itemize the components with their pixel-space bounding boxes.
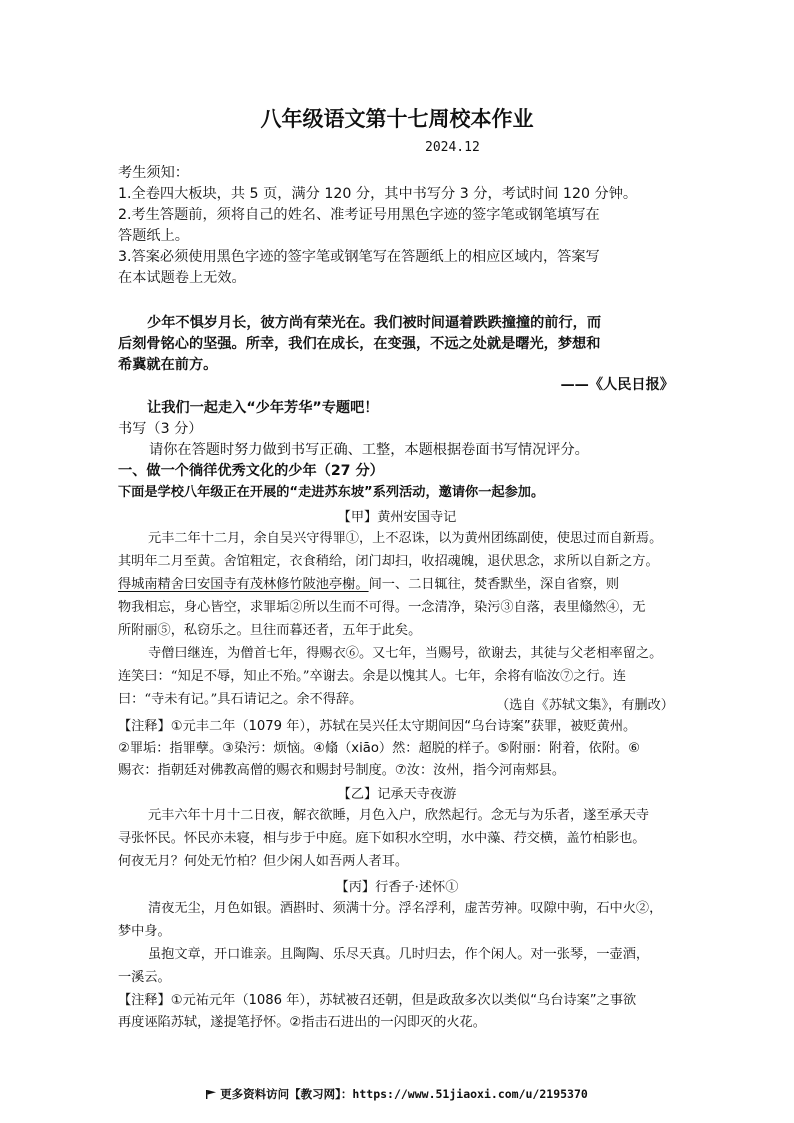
writing-heading: 书写（3 分） [118, 421, 203, 437]
text-a-note: ②罪垢：指罪孽。③染污：烦恼。④翛（xiāo）然：超脱的样子。⑤附丽：附着，依附。⑥ [118, 741, 640, 756]
notice-heading: 考生须知： [118, 165, 189, 181]
text-a-note: 赐衣：指朝廷对佛教高僧的赐衣和赐封号制度。⑦汝：汝州，指今河南郏县。 [118, 763, 566, 778]
text-a-note: 【注释】①元丰二年（1079 年），苏轼在吴兴任太守期间因“乌台诗案”获罪，被贬黄州。 [118, 719, 637, 734]
text-b-line: 何夜无月？何处无竹柏？但少闲人如吾两人者耳。 [118, 854, 409, 869]
writing-text: 请你在答题时努力做到书写正确、工整，本题根据卷面书写情况评分。 [149, 442, 589, 458]
notice-line: 1.全卷四大板块，共 5 页，满分 120 分，其中书写分 3 分，考试时间 120 分钟。 [118, 186, 638, 202]
epigraph-line: 希冀就在前方。 [118, 357, 218, 373]
text-a-line: 连笑曰：“知足不辱，知止不殆。”卒谢去。余是以愧其人。七年，余将有临汝⑦之行。连 [118, 669, 627, 684]
page-title: 八年级语文第十七周校本作业 [260, 107, 534, 131]
notice-line: 3.答案必须使用黑色字迹的签字笔或钢笔写在答题纸上的相应区域内，答案写 [118, 249, 600, 265]
footer [0, 1086, 794, 1102]
text-c-note: 再度诬陷苏轼，遂提笔抒怀。②指击石进出的一闪即灭的火花。 [118, 1015, 486, 1030]
text-a-source: （选自《苏轼文集》，有删改） [495, 698, 674, 713]
text-a-line: 寺僧曰继连，为僧首七年，得赐衣⑥。又七年，当赐号，欲谢去，其徒与父老相率留之。 [148, 646, 663, 661]
epigraph-line: 少年不惧岁月长，彼方尚有荣光在。我们被时间逼着跌跌撞撞的前行，而 [147, 315, 602, 331]
text-c-note: 【注释】①元祐元年（1086 年），苏轼被召还朝，但是政敌多次以类似“乌台诗案”之事欲 [118, 993, 637, 1008]
epigraph-line: 后刻骨铭心的坚强。所幸，我们在成长，在变强，不远之处就是曙光，梦想和 [118, 336, 601, 352]
text-a-line: 物我相忘，身心皆空，求罪垢②所以生而不可得。一念清净，染污③自落，表里翛然④，无 [118, 600, 646, 615]
notice-line: 在本试题卷上无效。 [118, 270, 246, 286]
text-a-line [118, 575, 619, 595]
text-a-line: 其明年二月至黄。舍馆粗定，衣食稍给，闭门却扫，收招魂魄，退伏思念，求所以自新之方。 [118, 554, 659, 569]
section-heading: 一、做一个徜徉优秀文化的少年（27 分） [118, 463, 384, 479]
notice-line: 2.考生答题前，须将自己的姓名、准考证号用黑色字迹的签字笔或钢笔填写在 [118, 207, 600, 223]
text-b-line: 寻张怀民。怀民亦未寝，相与步于中庭。庭下如积水空明，水中藻、荇交横，盖竹柏影也。 [118, 831, 646, 846]
text-a-line: 所附丽⑤，私窃乐之。旦往而暮还者，五年于此矣。 [118, 623, 422, 638]
text-a-line-rest: 间一、二日辄往，焚香默坐，深自省察，则 [368, 577, 620, 592]
flag-icon [206, 1090, 216, 1099]
text-c-line: 梦中身。 [118, 924, 171, 939]
underlined-sentence: 得城南精舍曰安国寺有茂林修竹陂池亭榭。 [118, 577, 369, 592]
text-c-line: 虽抱文章，开口谁亲。且陶陶、乐尽天真。几时归去，作个闲人。对一张琴，一壶酒， [148, 947, 650, 962]
date-label: 2024.12 [425, 140, 480, 155]
text-b-heading: 【乙】记承天寺夜游 [337, 787, 457, 802]
notice-line: 答题纸上。 [118, 228, 189, 244]
text-a-heading: 【甲】黄州安国寺记 [337, 510, 457, 525]
text-b-line: 元丰六年十月十二日夜，解衣欲睡，月色入户，欣然起行。念无与为乐者，遂至承天寺 [148, 808, 650, 823]
epigraph-intro: 让我们一起走入“少年芳华”专题吧！ [147, 400, 379, 416]
text-c-line: 一溪云。 [118, 970, 171, 985]
section-lead: 下面是学校八年级正在开展的“走进苏东坡”系列活动，邀请你一起参加。 [118, 485, 545, 500]
text-c-line: 清夜无尘，月色如银。酒斟时、须满十分。浮名浮利，虚苦劳神。叹隙中驹，石中火②， [148, 901, 663, 916]
footer-link[interactable]: 更多资料访问【教习网】：https://www.51jiaoxi.com/u/2195370 [220, 1087, 588, 1101]
text-a-line: 元丰二年十二月，余自吴兴守得罪①，上不忍诛，以为黄州团练副使，使思过而自新焉。 [148, 531, 663, 546]
epigraph-source: ——《人民日报》 [560, 377, 674, 393]
text-c-heading: 【丙】行香子·述怀① [335, 880, 459, 895]
text-a-line: 曰：“寺未有记。”具石请记之。余不得辞。 [118, 692, 363, 707]
